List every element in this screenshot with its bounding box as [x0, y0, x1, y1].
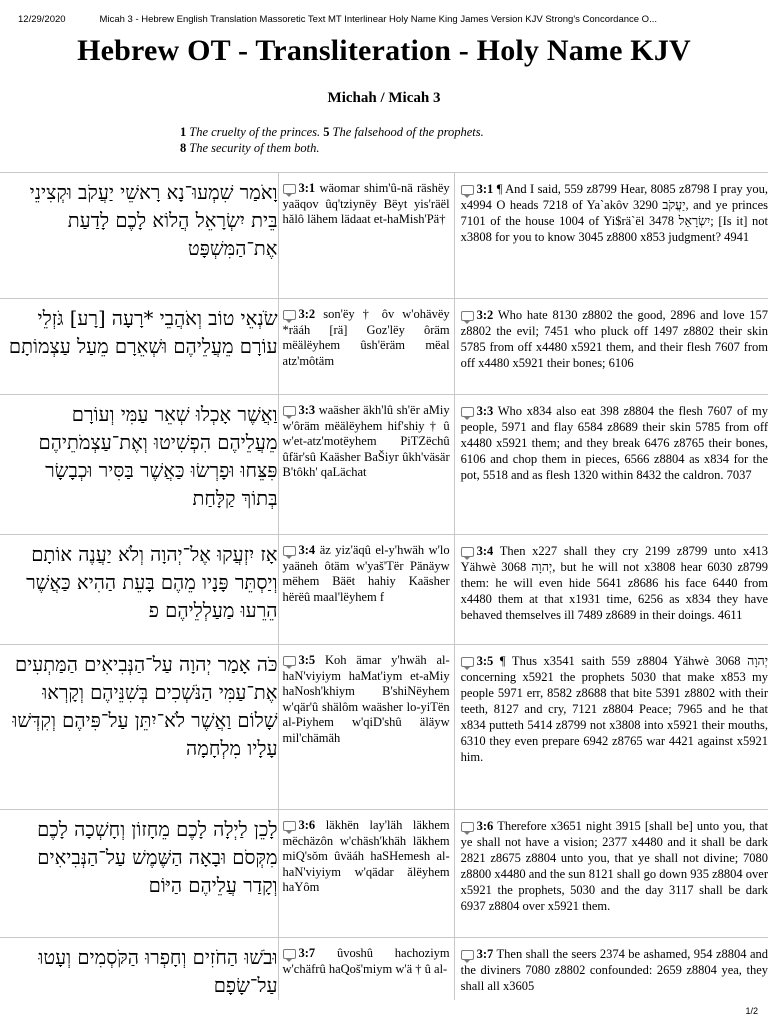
verse-row	[0, 395, 768, 535]
verse-ref[interactable]: 3:2	[476, 308, 494, 322]
hebrew-text: וַאֲשֶׁר אָכְלוּ שְׁאֵר עַמִּי וְעוֹרָם מֵעֲלֵיהֶם הִפְשִׁיטוּ וְאֶת־עַצְמֹתֵיהֶם פִּצֵּחוּ וּפָרְשׂוּ כַּאֲשֶׁר בַּסִּיר וּכְבָשָׂר בְּתוֹךְ קַלָּחַת	[38, 403, 278, 510]
outline-text: The security of them both.	[189, 141, 320, 155]
comment-icon[interactable]	[283, 184, 296, 194]
verse-ref[interactable]: 3:6	[476, 819, 494, 833]
verse-row	[0, 173, 768, 299]
verse-ref[interactable]: 3:1	[476, 182, 494, 196]
outline-text: The cruelty of the princes.	[189, 125, 321, 139]
comment-icon[interactable]	[283, 546, 296, 556]
transliteration-text: äz yiz'äqû el-y'hwäh w'lo yaäneh ôtäm w'yaš'Tër Pänäyw mëhem Bäët hahiy Kaäsher hërëû maal'lëyhem f	[282, 543, 450, 604]
english-cell	[454, 299, 768, 395]
comment-icon[interactable]	[461, 657, 474, 667]
comment-icon[interactable]	[461, 185, 474, 195]
english-cell	[454, 938, 768, 1001]
verse-ref[interactable]: 3:4	[476, 544, 494, 558]
english-text: ¶ Thus x3541 saith 559 z8804 Yähwè 3068 יְהוָה concerning x5921 the prophets 5030 that make x853 my people 5971 err, 8582 z8688 that bite 5391 z8802 with their teeth, 8127 and cry, 7121 z8804 Peace; 7965 and he that x834 putteth 5414 z8799 not x3808 into x5921 their mouths, 6310 they even prepare 6942 z8765 war 4421 against x5921 him.	[460, 654, 768, 764]
transliteration-cell	[278, 299, 454, 395]
verse-ref[interactable]: 3:6	[298, 818, 316, 832]
comment-icon[interactable]	[461, 950, 474, 960]
transliteration-text: wäomar shim'û-nä räshëy yaäqov ûq'tziynëy Bëyt yis'räël hălô lähem lädaat et-haMish'Pä†	[282, 181, 450, 226]
verse-ref[interactable]: 3:3	[476, 404, 494, 418]
transliteration-text: waäsher äkh'lû sh'ër aMiy w'ôräm mëälëyhem hif'shiy † û w'et-atz'motëyhem PiTZëchû ûfär'sû Kaäsher BaŠiyr ûkh'väsär B'tôkh' qaLächat	[282, 403, 450, 479]
english-cell	[454, 645, 768, 810]
verse-row	[0, 645, 768, 810]
transliteration-text: ûvoshû hachoziym w'chäfrû haQoš'miym w'ä † û al-	[282, 946, 450, 976]
outline-num: 5	[323, 125, 330, 139]
hebrew-text: שֹׂנְאֵי טוֹב וְאֹהֲבֵי *רָעָה [רָע] גֹּזְלֵי עוֹרָם מֵעֲלֵיהֶם וּשְׁאֵרָם מֵעַל עַצְמוֹתָם	[8, 307, 278, 358]
transliteration-cell	[278, 810, 454, 938]
transliteration-cell	[278, 173, 454, 299]
print-date: 12/29/2020	[18, 14, 66, 25]
hebrew-text: וּבֹשׁוּ הַחֹזִים וְחָפְרוּ הַקֹּסְמִים וְעָטוּ עַל־שָׂפָם	[38, 946, 278, 997]
transliteration-cell	[278, 535, 454, 645]
page-number: 1/2	[745, 1006, 758, 1016]
verse-ref[interactable]: 3:3	[298, 403, 316, 417]
verse-ref[interactable]: 3:4	[298, 543, 316, 557]
transliteration-cell	[278, 645, 454, 810]
comment-icon[interactable]	[283, 656, 296, 666]
transliteration-text: son'ëy † ôv w'ohävëy *räáh [rä] Goz'lëy ôräm mëälëyhem ûsh'ëräm mëal atz'môtäm	[282, 307, 450, 368]
hebrew-text: אָז יִזְעֲקוּ אֶל־יְהוָה וְלֹא יַעֲנֶה אוֹתָם וְיַסְתֵּר פָּנָיו מֵהֶם בָּעֵת הַהִיא כַּאֲשֶׁר הֵרֵעוּ מַעַלְלֵיהֶם פ	[26, 543, 278, 622]
comment-icon[interactable]	[283, 310, 296, 320]
hebrew-text: לָכֵן לַיְלָה לָכֶם מֵחָזוֹן וְחָשְׁכָה לָכֶם מִקְּסֹם וּבָאָה הַשֶּׁמֶשׁ עַל־הַנְּבִיאִים וְקָדַר עֲלֵיהֶם הַיּוֹם	[37, 818, 278, 897]
comment-icon[interactable]	[283, 949, 296, 959]
transliteration-cell	[278, 395, 454, 535]
comment-icon[interactable]	[461, 311, 474, 321]
english-cell	[454, 395, 768, 535]
transliteration-text: Koh ämar y'hwäh al-haN'viyiym haMat'iym et-aMiy haNosh'khiym B'shiNëyhem w'qär'û shälôm waäsher lo-yiTën al-Piyhem w'qiD'shû äläyw mil'chämäh	[282, 653, 450, 745]
english-cell	[454, 173, 768, 299]
chapter-subtitle: Michah / Micah 3	[327, 90, 441, 106]
comment-icon[interactable]	[283, 821, 296, 831]
verse-ref[interactable]: 3:1	[298, 181, 316, 195]
verse-row	[0, 938, 768, 1001]
verse-table	[0, 172, 768, 1000]
verse-ref[interactable]: 3:5	[298, 653, 316, 667]
comment-icon[interactable]	[461, 822, 474, 832]
page-title: Hebrew OT - Transliteration - Holy Name KJV	[77, 34, 691, 67]
english-text: Who x834 also eat 398 z8804 the flesh 7607 of my people, 5971 and flay 6584 z8689 their skin 5785 from off x4480 x5921 them; and they break 6476 z8765 their bones, 6106 and chop them in pieces, 6566 z8804 as x834 for the pot, 5518 and as flesh 1320 within 8432 the caldron. 7037	[460, 404, 768, 482]
verse-ref[interactable]: 3:7	[476, 947, 494, 961]
comment-icon[interactable]	[283, 406, 296, 416]
comment-icon[interactable]	[461, 407, 474, 417]
verse-row	[0, 810, 768, 938]
english-cell	[454, 535, 768, 645]
english-text: Then x227 shall they cry 2199 z8799 unto x413 Yähwè 3068 יְהוָה, but he will not x3808 hear 6030 z8799 them: he will even hide 5641 z8686 his face 6440 from x4480 them at that x1931 time, 6256 as x834 they have behaved themselves ill 7489 z8689 in their doings. 4611	[460, 544, 768, 622]
outline-num: 1	[180, 125, 187, 139]
english-text: Who hate 8130 z8802 the good, 2896 and love 157 z8802 the evil; 7451 who pluck off 1497 z8802 their skin 5785 from off x4480 x5921 them, and their flesh 7607 from off x4480 x5921 their bones; 6106	[460, 308, 768, 370]
english-text: Then shall the seers 2374 be ashamed, 954 z8804 and the diviners 7080 z8802 confounded: 2659 z8804 yea, they shall all x3605	[460, 947, 768, 993]
print-header	[18, 14, 756, 28]
verse-ref[interactable]: 3:2	[298, 307, 316, 321]
english-text: Therefore x3651 night 3915 [shall be] unto you, that ye shall not have a vision; 2377 x4480 and it shall be dark 2821 z8675 z8804 unto you, that ye shall not divine; 7080 z8800 x4480 and the sun 8121 shall go down 935 z8804 over x5921 the prophets, 5030 and the day 3117 shall be dark 6937 z8804 over x5921 them.	[460, 819, 768, 913]
comment-icon[interactable]	[461, 547, 474, 557]
outline-num: 8	[180, 141, 187, 155]
transliteration-cell	[278, 938, 454, 1001]
print-doc-title: Micah 3 - Hebrew English Translation Massoretic Text MT Interlinear Holy Name King James Version KJV Strong's Concordance O...	[99, 14, 657, 25]
verse-ref[interactable]: 3:5	[476, 654, 494, 668]
outline-text: The falsehood of the prophets.	[332, 125, 484, 139]
transliteration-text: läkhën lay'läh läkhem mëchäzôn w'chäsh'khäh läkhem miQ'sŏm ûväáh haSHemesh al-haN'viyiym w'qädar ălëyhem haYôm	[282, 818, 450, 894]
english-cell	[454, 810, 768, 938]
verse-ref[interactable]: 3:7	[298, 946, 316, 960]
hebrew-text: וָאֹמַר שִׁמְעוּ־נָא רָאשֵׁי יַעֲקֹב וּקְצִינֵי בֵּית יִשְׂרָאֵל הֲלוֹא לָכֶם לָדַעַת אֶת־הַמִּשְׁפָּט	[29, 181, 278, 260]
english-text: ¶ And I said, 559 z8799 Hear, 8085 z8798 I pray you, x4994 O heads 7218 of Ya`akôv 3290 יַעֲקֹב, and ye princes 7101 of the house 1004 of Yi$rä`ël 3478 יִשְׂרָאֵל; [Is it] not x3808 for you to know 3045 z8800 x853 judgment? 4941	[460, 182, 768, 244]
chapter-outline	[180, 124, 680, 156]
verse-row	[0, 535, 768, 645]
verse-row	[0, 299, 768, 395]
hebrew-text: כֹּה אָמַר יְהוָה עַל־הַנְּבִיאִים הַמַּתְעִים אֶת־עַמִּי הַנֹּשְׁכִים בְּשִׁנֵּיהֶם וְקָרְאוּ שָׁלוֹם וַאֲשֶׁר לֹא־יִתֵּן עַל־פִּיהֶם וְקִדְּשׁוּ עָלָיו מִלְחָמָה	[12, 653, 278, 760]
